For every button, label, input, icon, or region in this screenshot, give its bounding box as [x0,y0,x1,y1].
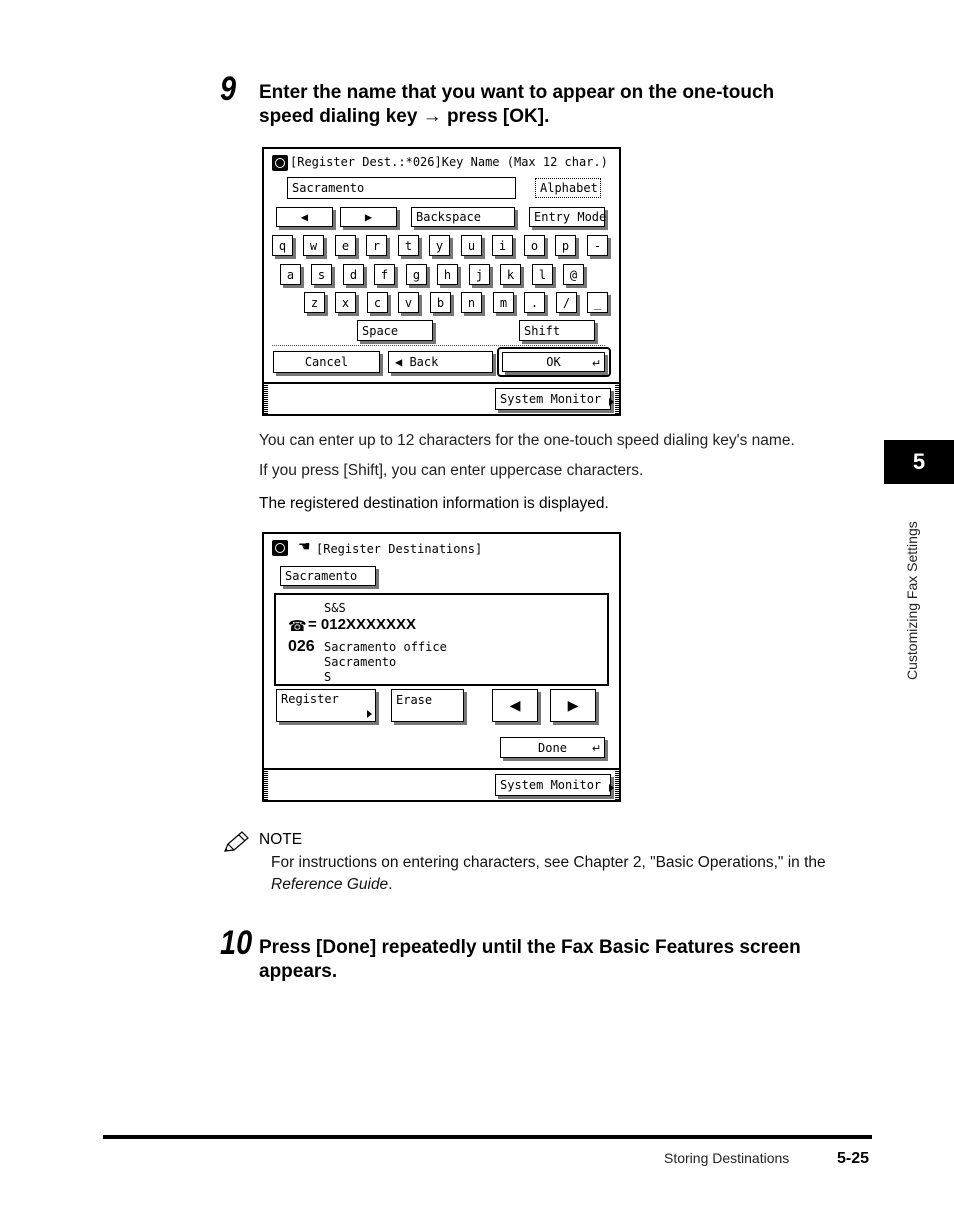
register-button[interactable] [276,689,376,722]
footer-rule [103,1135,872,1139]
telephone-icon: ☎ [288,618,307,635]
backspace-button[interactable]: Backspace [411,207,515,227]
divider [272,345,605,346]
next-button[interactable]: ▶ [550,689,596,722]
key-t[interactable]: t [398,235,419,256]
alphabet-dropdown[interactable]: Alphabet [535,178,601,198]
key-h[interactable]: h [437,264,458,285]
arrow-right-icon [609,784,614,792]
key-e[interactable]: e [335,235,356,256]
key-p[interactable]: p [555,235,576,256]
step-line-2: speed dialing key → press [OK]. [259,106,550,127]
chapter-title: Customizing Fax Settings [904,521,920,680]
register-label: Register [281,692,339,706]
key-y[interactable]: y [429,235,450,256]
step-number: 9 [220,70,237,108]
key-at[interactable]: @ [563,264,584,285]
status-bar-hatch-right [615,770,619,800]
entry-code: 026 [288,638,315,655]
key-v[interactable]: v [398,292,419,313]
key-l[interactable]: l [532,264,553,285]
status-bar [262,382,621,416]
note-line-1: For instructions on entering characters, see Chapter 2, "Basic Operations," in the [271,854,826,871]
key-z[interactable]: z [304,292,325,313]
system-monitor-label: System Monitor [500,778,602,792]
key-slash[interactable]: / [556,292,577,313]
page-number: 5-25 [837,1150,870,1167]
step-instruction [259,81,774,129]
erase-button[interactable]: Erase [391,689,464,722]
note-line-2-end: . [388,876,393,893]
key-q[interactable]: q [272,235,293,256]
cursor-right-button[interactable]: ▶ [340,207,397,227]
system-monitor-button[interactable] [495,388,611,410]
note-body [271,852,871,896]
pencil-icon [222,830,252,854]
key-f[interactable]: f [374,264,395,285]
key-o[interactable]: o [524,235,545,256]
entry-line-3: Sacramento office [324,640,447,654]
key-w[interactable]: w [303,235,324,256]
reference-guide-title: Reference Guide [271,876,389,893]
note-line-2 [271,874,871,896]
system-monitor-button[interactable] [495,774,611,796]
chapter-tab: 5 [884,440,954,484]
arrow-right-icon [367,710,372,718]
footer-section: Storing Destinations [664,1150,790,1166]
info-line-1: You can enter up to 12 characters for the one-touch speed dialing key's name. [259,432,795,449]
key-r[interactable]: r [366,235,387,256]
key-name-screen [262,147,621,416]
key-a[interactable]: a [280,264,301,285]
entry-number: = 012XXXXXXX [308,616,416,633]
entry-mode-button[interactable]: Entry Mode [529,207,605,227]
key-g[interactable]: g [406,264,427,285]
info-line-2: If you press [Shift], you can enter uppercase characters. [259,462,644,479]
key-b[interactable]: b [430,292,451,313]
key-hyphen[interactable]: - [587,235,608,256]
step-line-2: appears. [259,961,338,982]
cursor-left-button[interactable]: ◀ [276,207,333,227]
shift-button[interactable]: Shift [519,320,595,341]
destination-info-box [274,593,609,686]
key-underscore[interactable]: _ [587,292,608,313]
key-d[interactable]: d [343,264,364,285]
enter-icon: ↵ [592,743,602,755]
note-heading: NOTE [259,831,303,848]
register-destinations-screen [262,532,621,802]
step-line-1: Press [Done] repeatedly until the Fax Basic Features screen [259,937,801,958]
screen-title: [Register Destinations] [316,542,483,556]
entry-line-1: S&S [324,601,346,615]
key-m[interactable]: m [493,292,514,313]
destination-name-button[interactable]: Sacramento [280,566,376,586]
key-u[interactable]: u [461,235,482,256]
system-monitor-label: System Monitor [500,392,602,406]
space-button[interactable]: Space [357,320,433,341]
arrow-right-icon [609,398,614,406]
status-bar-hatch-left [264,770,268,800]
step-line-1: Enter the name that you want to appear on the one-touch [259,82,775,103]
entry-line-5: S [324,670,332,684]
cancel-button[interactable]: Cancel [273,351,380,373]
status-bar [262,768,621,802]
status-bar-hatch-left [264,384,268,414]
previous-button[interactable]: ◀ [492,689,538,722]
key-x[interactable]: x [335,292,356,313]
key-name-input[interactable]: Sacramento [287,177,516,199]
entry-line-4: Sacramento [324,655,397,669]
ok-button[interactable]: OK [502,352,605,372]
key-j[interactable]: j [469,264,490,285]
key-i[interactable]: i [492,235,513,256]
done-button[interactable]: Done [500,737,605,758]
key-period[interactable]: . [524,292,545,313]
status-bar-hatch-right [615,384,619,414]
key-s[interactable]: s [311,264,332,285]
enter-icon: ↵ [592,358,602,370]
machine-icon [272,155,288,171]
machine-icon [272,540,288,556]
step-number: 10 [220,924,253,962]
key-k[interactable]: k [500,264,521,285]
back-button[interactable]: ◀ Back [388,351,493,373]
step-instruction [259,936,801,984]
key-n[interactable]: n [461,292,482,313]
key-c[interactable]: c [367,292,388,313]
hand-icon: ☚ [298,538,311,554]
info-line-3: The registered destination information is displayed. [259,495,609,512]
screen-title: [Register Dest.:*026]Key Name (Max 12 char.) [290,155,608,169]
